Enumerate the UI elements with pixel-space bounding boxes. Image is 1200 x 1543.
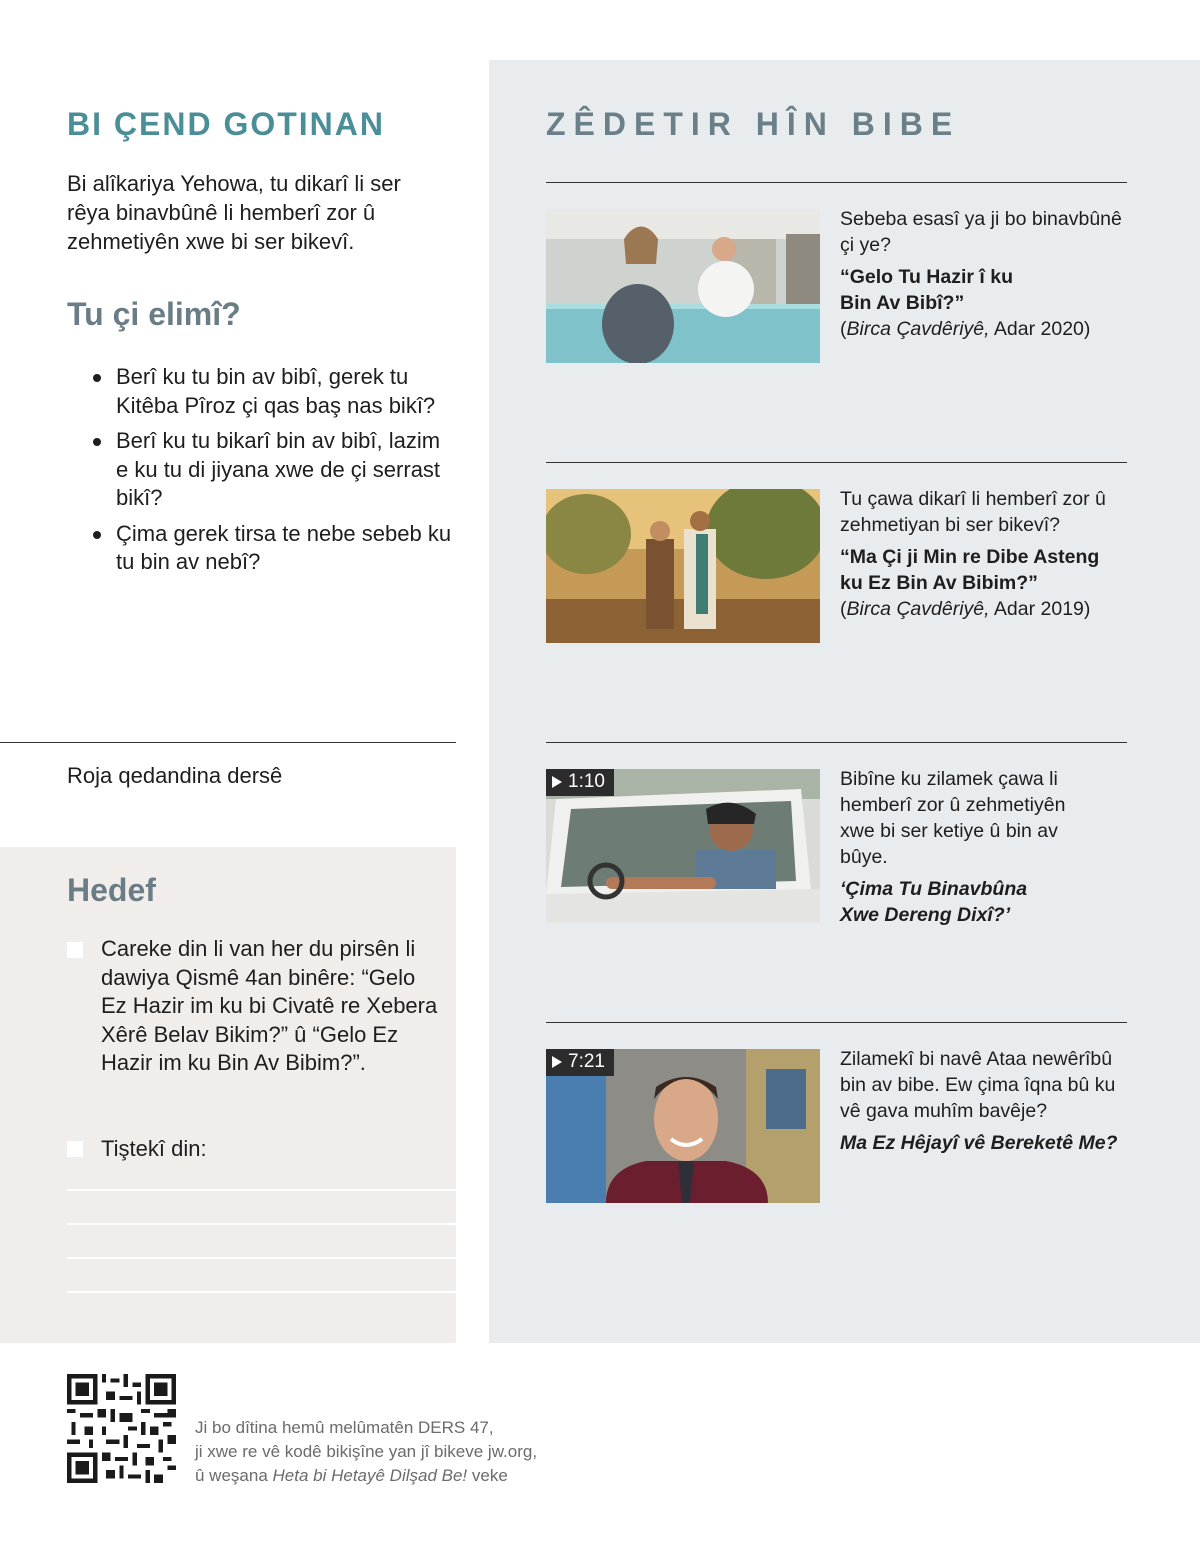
divider [546, 1022, 1127, 1023]
further-study-entry [840, 1046, 1130, 1156]
footer-line: Ji bo dîtina hemû melûmatên DERS 47, [195, 1418, 494, 1437]
goal-item: Careke din li van her du pirsên li dawiya Qismê 4an binêre: “Gelo Ez Hazir im ku bi Civatê re Xebera Xêrê Belav Bikim?” û “Gelo Ez Hazir im ku Bin Av Bibim?”. [101, 936, 438, 1075]
goal-box [0, 847, 456, 1343]
video-thumbnail-interview[interactable] [546, 1049, 820, 1203]
publication-title: Heta bi Hetayê Dilşad Be! [272, 1466, 468, 1485]
footer-line: û weşana Heta bi Hetayê Dilşad Be! veke [195, 1466, 508, 1485]
goal-checkbox[interactable] [67, 1141, 83, 1157]
review-heading: Tu çi elimî? [67, 296, 241, 332]
divider [546, 462, 1127, 463]
summary-intro: Bi alîkariya Yehowa, tu dikarî li ser rêya binavbûnê li hemberî zor û zehmetiyên xwe bi ser bikevî. [67, 171, 401, 254]
further-study-entry [840, 486, 1130, 622]
entry-description: Zilamekî bi navê Ataa newêrîbû bin av bibe. Ew çima îqna bû ku vê gava muhîm bavêje? [840, 1048, 1116, 1122]
divider [546, 182, 1127, 183]
entry-description: Bibîne ku zilamek çawa li hemberî zor û zehmetiyên xwe bi ser ketiye û bin av bûye. [840, 768, 1066, 868]
summary-heading: BI ÇEND GOTINAN [67, 106, 385, 142]
video-title-link[interactable]: ‘Çima Tu Binavbûna Xwe Dereng Dixî?’ [840, 878, 1028, 926]
video-duration-badge: 1:10 [546, 769, 614, 796]
further-study-heading: ZÊDETIR HÎN BIBE [546, 106, 961, 142]
further-study-entry [840, 206, 1130, 342]
qr-code[interactable] [67, 1374, 176, 1483]
further-study-entry [840, 766, 1130, 928]
divider [546, 742, 1127, 743]
article-title-link[interactable]: “Gelo Tu Hazir î ku Bin Av Bibî?” [840, 266, 1013, 314]
goal-checkbox[interactable] [67, 942, 83, 958]
article-image-baptism[interactable] [546, 209, 820, 363]
article-source: (Birca Çavdêriyê, Adar 2019) [840, 598, 1091, 620]
writing-line[interactable] [67, 1223, 456, 1225]
review-question: Çima gerek tirsa te nebe sebeb ku tu bin av nebî? [90, 520, 455, 577]
entry-description: Sebeba esasî ya ji bo binavbûnê çi ye? [840, 208, 1122, 256]
divider [0, 742, 456, 743]
review-question-list [90, 363, 455, 584]
video-title-link[interactable]: Ma Ez Hêjayî vê Bereketê Me? [840, 1132, 1118, 1154]
video-duration-badge: 7:21 [546, 1049, 614, 1076]
footer-line: ji xwe re vê kodê bikişîne yan jî bikeve jw.org, [195, 1442, 538, 1461]
article-source: (Birca Çavdêriyê, Adar 2020) [840, 318, 1091, 340]
writing-line[interactable] [67, 1189, 456, 1191]
article-image-painting[interactable] [546, 489, 820, 643]
video-thumbnail-car[interactable] [546, 769, 820, 923]
footer-note [195, 1416, 537, 1488]
article-title-link[interactable]: “Ma Çi ji Min re Dibe Asteng ku Ez Bin Av Bibim?” [840, 546, 1100, 594]
goal-item: Tiştekî din: [101, 1136, 207, 1161]
goal-heading: Hedef [67, 872, 156, 908]
completion-date-label: Roja qedandina dersê [67, 763, 283, 788]
writing-line[interactable] [67, 1291, 456, 1293]
review-question: Berî ku tu bikarî bin av bibî, lazim e ku tu di jiyana xwe de çi serrast bikî? [90, 427, 455, 513]
play-icon [552, 1056, 562, 1068]
entry-description: Tu çawa dikarî li hemberî zor û zehmetiyan bi ser bikevî? [840, 488, 1106, 536]
writing-line[interactable] [67, 1257, 456, 1259]
play-icon [552, 776, 562, 788]
review-question: Berî ku tu bin av bibî, gerek tu Kitêba Pîroz çi qas baş nas bikî? [90, 363, 455, 420]
